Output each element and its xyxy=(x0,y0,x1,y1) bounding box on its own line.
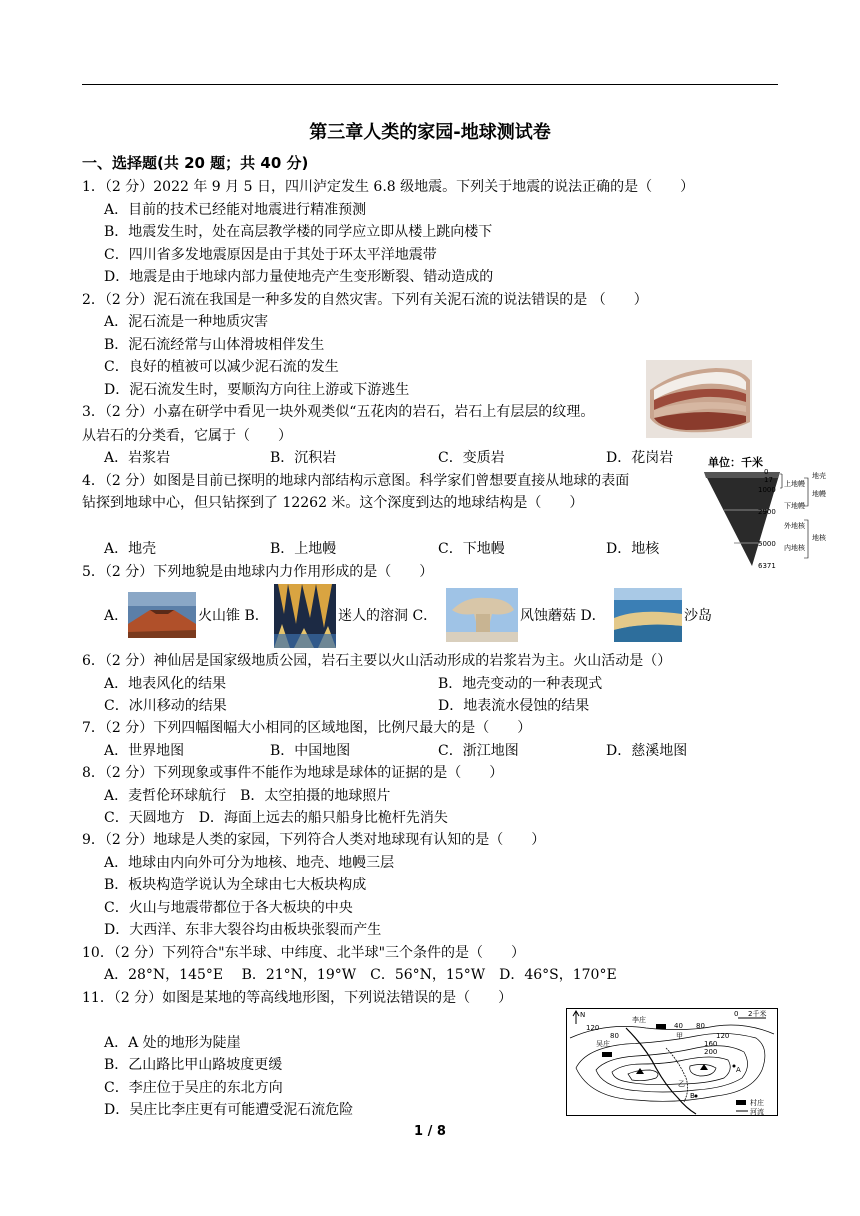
question-6-option-d[interactable]: D．地表流水侵蚀的结果 xyxy=(438,698,590,714)
question-9-stem: 9．（2 分）地球是人类的家园，下列符合人类对地球现有认知的是（ ） xyxy=(82,832,546,848)
karst-cave-photo[interactable] xyxy=(274,584,336,648)
question-2-option-b[interactable]: B．泥石流经常与山体滑坡相伴发生 xyxy=(104,337,325,353)
svg-text:2900: 2900 xyxy=(758,508,776,516)
question-3-stem-line1: 3．（2 分）小嘉在研学中看见一块外观类似“五花肉的岩石，岩石上有层层的纹理。 xyxy=(82,404,595,420)
question-9-option-b[interactable]: B．板块构造学说认为全球由七大板块构成 xyxy=(104,877,367,893)
scale-label: 2千米 xyxy=(748,1010,767,1018)
north-label: N xyxy=(580,1011,586,1019)
question-6-option-c[interactable]: C．冰川移动的结果 xyxy=(104,698,227,714)
question-10-stem: 10．（2 分）下列符合"东半球、中纬度、北半球"三个条件的是（ ） xyxy=(82,945,526,961)
svg-text:200: 200 xyxy=(704,1048,718,1056)
question-7-stem: 7．（2 分）下列四幅图幅大小相同的区域地图，比例尺最大的是（ ） xyxy=(82,720,532,736)
question-7-option-a[interactable]: A．世界地图 xyxy=(104,743,185,759)
question-4-option-d[interactable]: D．地核 xyxy=(606,541,660,557)
svg-text:80: 80 xyxy=(610,1032,619,1040)
page-title: 第三章人类的家园-地球测试卷 xyxy=(309,122,551,143)
question-1-stem: 1．（2 分）2022 年 9 月 5 日，四川泸定发生 6.8 级地震。下列关于地震的说法正确的是（ ） xyxy=(82,179,695,195)
question-8-stem: 8．（2 分）下列现象或事件不能作为地球是球体的证据的是（ ） xyxy=(82,765,504,781)
question-10-options[interactable]: A．28°N，145°E B．21°N，19°W C．56°N，15°W D．46°S，170°E xyxy=(104,967,617,983)
question-8-options-cd[interactable]: C．天圆地方 D．海面上远去的船只船身比桅杆先消失 xyxy=(104,810,448,826)
svg-text:40: 40 xyxy=(674,1022,683,1030)
village-wu-label: 吴庄 xyxy=(596,1040,610,1048)
svg-text:甲: 甲 xyxy=(676,1032,683,1040)
question-2-stem: 2．（2 分）泥石流在我国是一种多发的自然灾害。下列有关泥石流的说法错误的是 （ ） xyxy=(82,292,648,308)
question-4-option-b[interactable]: B．上地幔 xyxy=(270,541,337,557)
question-3-option-d[interactable]: D．花岗岩 xyxy=(606,450,674,466)
question-9-option-c[interactable]: C．火山与地震带都位于各大板块的中央 xyxy=(104,900,353,916)
question-9-option-d[interactable]: D．大西洋、东非大裂谷均由板块张裂而产生 xyxy=(104,922,382,938)
volcano-cone-photo[interactable] xyxy=(128,592,196,638)
figure-unit-label: 单位：千米 xyxy=(708,456,763,469)
svg-text:6371: 6371 xyxy=(758,562,776,570)
wind-eroded-mushroom-rock-photo[interactable] xyxy=(446,588,518,642)
contour-map xyxy=(566,1008,778,1116)
svg-text:下地幔: 下地幔 xyxy=(784,502,805,510)
svg-text:河流: 河流 xyxy=(750,1108,764,1116)
layered-rock-photo xyxy=(646,360,752,438)
question-1-option-d[interactable]: D．地震是由于地球内部力量使地壳产生变形断裂、错动造成的 xyxy=(104,269,494,285)
svg-text:0: 0 xyxy=(734,1010,739,1018)
section-heading: 一、选择题(共 20 题；共 40 分) xyxy=(82,154,309,172)
svg-text:160: 160 xyxy=(704,1040,718,1048)
question-5-option-b[interactable]: 迷人的溶洞 C． xyxy=(338,608,438,624)
question-6-option-b[interactable]: B．地壳变动的一种表现式 xyxy=(438,676,603,692)
svg-text:上地幔: 上地幔 xyxy=(784,480,805,488)
question-4-option-c[interactable]: C．下地幔 xyxy=(438,541,505,557)
svg-text:外地核: 外地核 xyxy=(784,522,805,530)
earth-structure-diagram xyxy=(700,448,830,570)
question-8-options-ab[interactable]: A．麦哲伦环球航行 B．太空拍摄的地球照片 xyxy=(104,788,391,804)
svg-text:17: 17 xyxy=(764,476,773,484)
svg-text:0: 0 xyxy=(764,468,769,476)
question-5-stem: 5．（2 分）下列地貌是由地球内力作用形成的是（ ） xyxy=(82,564,434,580)
svg-text:120: 120 xyxy=(586,1024,600,1032)
question-1-option-c[interactable]: C．四川省多发地震原因是由于其处于环太平洋地震带 xyxy=(104,247,437,263)
svg-text:B: B xyxy=(690,1092,695,1100)
question-6-stem: 6．（2 分）神仙居是国家级地质公园，岩石主要以火山活动形成的岩浆岩为主。火山活动是（） xyxy=(82,653,672,669)
question-7-option-b[interactable]: B．中国地图 xyxy=(270,743,351,759)
svg-text:120: 120 xyxy=(716,1032,730,1040)
svg-text:乙: 乙 xyxy=(678,1080,685,1088)
svg-text:村庄: 村庄 xyxy=(750,1099,764,1107)
question-2-option-a[interactable]: A．泥石流是一种地质灾害 xyxy=(104,314,269,330)
question-7-option-d[interactable]: D．慈溪地图 xyxy=(606,743,688,759)
question-9-option-a[interactable]: A．地球由内向外可分为地核、地壳、地幔三层 xyxy=(104,855,395,871)
question-3-stem-line2: 从岩石的分类看，它属于（ ） xyxy=(82,428,292,444)
question-5-option-a-letter[interactable]: A． xyxy=(104,608,129,624)
question-7-option-c[interactable]: C．浙江地图 xyxy=(438,743,519,759)
question-3-option-a[interactable]: A．岩浆岩 xyxy=(104,450,171,466)
header-rule xyxy=(82,84,778,85)
svg-text:地壳: 地壳 xyxy=(812,472,826,480)
page-number: 1 / 8 xyxy=(414,1124,446,1139)
svg-text:5000: 5000 xyxy=(758,540,776,548)
question-6-option-a[interactable]: A．地表风化的结果 xyxy=(104,676,227,692)
question-5-option-a[interactable]: 火山锥 B． xyxy=(198,608,269,624)
svg-text:80: 80 xyxy=(696,1022,705,1030)
question-1-option-b[interactable]: B．地震发生时，处在高层教学楼的同学应立即从楼上跳向楼下 xyxy=(104,224,493,240)
question-2-option-d[interactable]: D．泥石流发生时，要顺沟方向往上游或下游逃生 xyxy=(104,382,410,398)
svg-text:内地核: 内地核 xyxy=(784,544,805,552)
question-3-option-b[interactable]: B．沉积岩 xyxy=(270,450,337,466)
question-11-option-b[interactable]: B．乙山路比甲山路坡度更缓 xyxy=(104,1057,283,1073)
svg-text:1000: 1000 xyxy=(758,486,776,494)
svg-text:A: A xyxy=(736,1066,741,1074)
question-4-stem-line1: 4．（2 分）如图是目前已探明的地球内部结构示意图。科学家们曾想要直接从地球的表面 xyxy=(82,473,630,489)
question-4-option-a[interactable]: A．地壳 xyxy=(104,541,157,557)
svg-text:地核: 地核 xyxy=(812,534,826,542)
svg-text:地幔: 地幔 xyxy=(812,490,826,498)
question-11-option-a[interactable]: A．A 处的地形为陡崖 xyxy=(104,1035,241,1051)
question-11-stem: 11．（2 分）如图是某地的等高线地形图，下列说法错误的是（ ） xyxy=(82,990,513,1006)
sand-island-photo[interactable] xyxy=(614,588,682,642)
question-3-option-c[interactable]: C．变质岩 xyxy=(438,450,505,466)
question-11-option-c[interactable]: C．李庄位于吴庄的东北方向 xyxy=(104,1080,283,1096)
question-5-option-d[interactable]: 沙岛 xyxy=(684,608,712,624)
question-2-option-c[interactable]: C．良好的植被可以减少泥石流的发生 xyxy=(104,359,339,375)
question-5-option-c[interactable]: 风蚀蘑菇 D． xyxy=(520,608,606,624)
question-4-stem-line2: 钻探到地球中心，但只钻探到了 12262 米。这个深度到达的地球结构是（ ） xyxy=(82,495,584,511)
question-1-option-a[interactable]: A．目前的技术已经能对地震进行精准预测 xyxy=(104,202,367,218)
village-li-label: 李庄 xyxy=(632,1016,646,1024)
question-11-option-d[interactable]: D．吴庄比李庄更有可能遭受泥石流危险 xyxy=(104,1102,354,1118)
